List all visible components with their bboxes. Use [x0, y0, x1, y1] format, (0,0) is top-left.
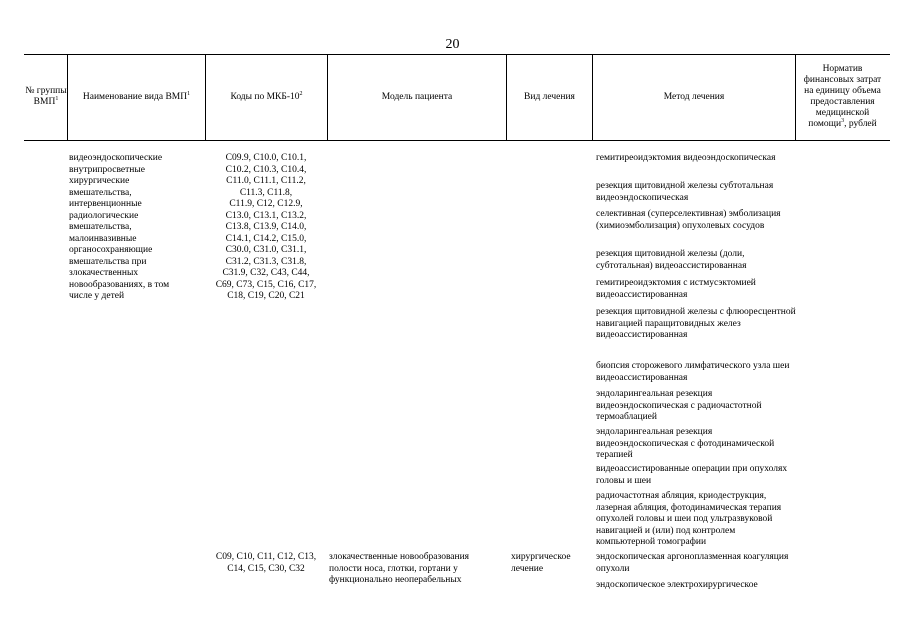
icd-codes-cell: C09, C10, C11, C12, C13, C14, C15, C30, C32 [215, 552, 317, 574]
method-item: резекция щитовидной железы (доли, субтотальная) видеоассистированная [596, 249, 747, 271]
treatment-type-cell: хирургическое лечение [511, 552, 571, 574]
method-item: радиочастотная абляция, криодеструкция, лазерная абляция, фотодинамическая терапия опухолей головы и шеи под ультразвуковой навигацией и (или) под контролем компьютерной томографии [596, 491, 782, 547]
method-item: резекция щитовидной железы с флюоресцентной навигацией паращитовидных желез видеоассистированная [596, 307, 796, 340]
method-item: гемитиреоидэктомия видеоэндоскопическая [596, 153, 776, 163]
header-vmp-name: Наименование вида ВМП$^1$ [82, 90, 191, 102]
method-item: видеоассистированные операции при опухолях головы и шеи [596, 464, 788, 486]
method-item: эндоскопическое электрохирургическое [596, 580, 758, 590]
method-item: эндоларингеальная резекция видеоэндоскопическая с радиочастотной термоаблацией [596, 389, 762, 422]
header-cost-standard: Норматив финансовых затрат на единицу объема предоставления медицинской помощи$^3$, рублей [803, 64, 882, 129]
header-patient-model: Модель пациента [381, 91, 453, 102]
method-item: селективная (суперселективная) эмболизация (химиоэмболизация) опухолевых сосудов [596, 209, 781, 231]
method-item: биопсия сторожевого лимфатического узла шеи видеоассистированная [596, 361, 790, 383]
header-group-number: № группы ВМП$^1$ [25, 86, 67, 107]
method-item: гемитиреоидэктомия с истмусэктомией видеоассистированная [596, 278, 756, 300]
method-item: эндоларингеальная резекция видеоэндоскопическая с фотодинамической терапией [596, 427, 775, 460]
method-item: эндоскопическая аргоноплазменная коагуляция опухоли [596, 552, 789, 574]
table-header-bottom-border [24, 140, 890, 141]
vmp-name-cell: видеоэндоскопические внутрипросветные хирургические вмешательства, интервенционные радиологические вмешательства, малоинвазивные органосохраняющие вмешательства при злокачественных новообразованиях, в том числе у детей [69, 153, 170, 301]
header-treatment-type: Вид лечения [524, 91, 575, 102]
patient-model-cell: злокачественные новообразования полости носа, глотки, гортани у функционально неоперабельных [329, 552, 470, 585]
method-item: резекция щитовидной железы субтотальная видеоэндоскопическая [596, 181, 774, 203]
header-icd-codes: Коды по МКБ-$10^2$ [230, 90, 303, 102]
icd-codes-cell: C09.9, C10.0, C10.1, C10.2, C10.3, C10.4, C11.0, C11.1, C11.2, C11.3, C11.8, C11.9, C12, C12.9, C13.0, C13.1, C13.2, C13.8, C13.9, C14.0, C14.1, C14.2, C15.0, C30.0, C31.0, C31.1, C31.2, C31.3, C31.8, C31.9, C32, C43, C44, C69, C73, C15, C16, C17, C18, C19, C20, C21 [215, 153, 317, 301]
header-treatment-method: Метод лечения [663, 91, 725, 102]
page-number: 20 [445, 37, 460, 52]
